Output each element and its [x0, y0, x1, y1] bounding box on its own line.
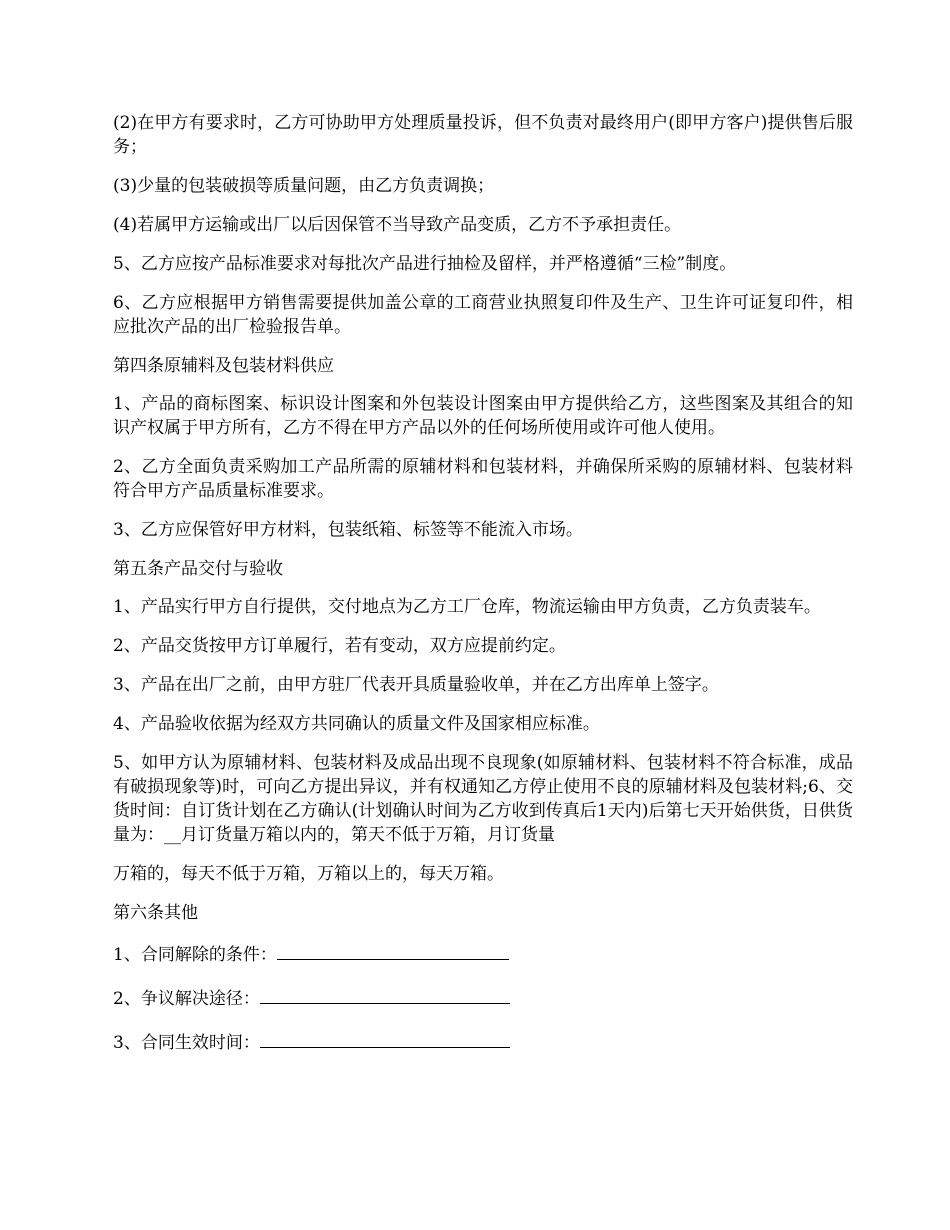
clause-paragraph: 2、乙方全面负责采购加工产品所需的原辅材料和包装材料，并确保所采购的原辅材料、包装材料符合甲方产品质量标准要求。 — [113, 457, 853, 501]
effective-date-field — [113, 1027, 853, 1055]
clause-paragraph: 5、乙方应按产品标准要求对每批次产品进行抽检及留样，并严格遵循“三检”制度。 — [113, 254, 737, 274]
dispute-resolution-field — [113, 983, 853, 1011]
field-label: 1、合同解除的条件： — [113, 945, 277, 965]
section-heading-article-6: 第六条其他 — [113, 903, 198, 923]
clause-paragraph: (4)若属甲方运输或出厂以后因保管不当导致产品变质，乙方不予承担责任。 — [113, 215, 682, 235]
clause-paragraph: 2、产品交货按甲方订单履行，若有变动，双方应提前约定。 — [113, 636, 566, 656]
fill-in-blank[interactable] — [260, 983, 510, 1004]
fill-in-blank[interactable] — [260, 1027, 510, 1048]
clause-paragraph: 万箱的，每天不低于万箱，万箱以上的，每天万箱。 — [113, 864, 504, 884]
document-page — [113, 111, 853, 1071]
clause-paragraph: 1、产品实行甲方自行提供，交付地点为乙方工厂仓库，物流运输由甲方负责，乙方负责装车。 — [113, 597, 821, 617]
clause-paragraph: 1、产品的商标图案、标识设计图案和外包装设计图案由甲方提供给乙方，这些图案及其组合的知识产权属于甲方所有，乙方不得在甲方产品以外的任何场所使用或许可他人使用。 — [113, 394, 853, 438]
fill-in-blank[interactable] — [277, 939, 509, 960]
section-heading-article-4: 第四条原辅料及包装材料供应 — [113, 356, 334, 376]
clause-paragraph: 4、产品验收依据为经双方共同确认的质量文件及国家相应标准。 — [113, 714, 600, 734]
clause-paragraph: 5、如甲方认为原辅材料、包装材料及成品出现不良现象(如原辅材料、包装材料不符合标准，成品有破损现象等)时，可向乙方提出异议，并有权通知乙方停止使用不良的原辅材料及包装材料;6、交货时间：自订货计划在乙方确认(计划确认时间为乙方收到传真后1天内)后第七天开始供货，日供货量为：__月订货量万箱以内的，第天不低于万箱，月订货量 — [113, 753, 853, 845]
field-label: 3、合同生效时间： — [113, 1033, 260, 1053]
section-heading-article-5: 第五条产品交付与验收 — [113, 559, 283, 579]
clause-paragraph: 3、乙方应保管好甲方材料，包装纸箱、标签等不能流入市场。 — [113, 520, 583, 540]
termination-condition-field — [113, 939, 853, 967]
clause-paragraph: (3)少量的包装破损等质量问题，由乙方负责调换； — [113, 176, 495, 196]
field-label: 2、争议解决途径： — [113, 989, 260, 1009]
clause-paragraph: 6、乙方应根据甲方销售需要提供加盖公章的工商营业执照复印件及生产、卫生许可证复印件，相应批次产品的出厂检验报告单。 — [113, 293, 853, 337]
clause-paragraph: 3、产品在出厂之前，由甲方驻厂代表开具质量验收单，并在乙方出库单上签字。 — [113, 675, 719, 695]
clause-paragraph: (2)在甲方有要求时，乙方可协助甲方处理质量投诉，但不负责对最终用户(即甲方客户)提供售后服务； — [113, 113, 853, 157]
